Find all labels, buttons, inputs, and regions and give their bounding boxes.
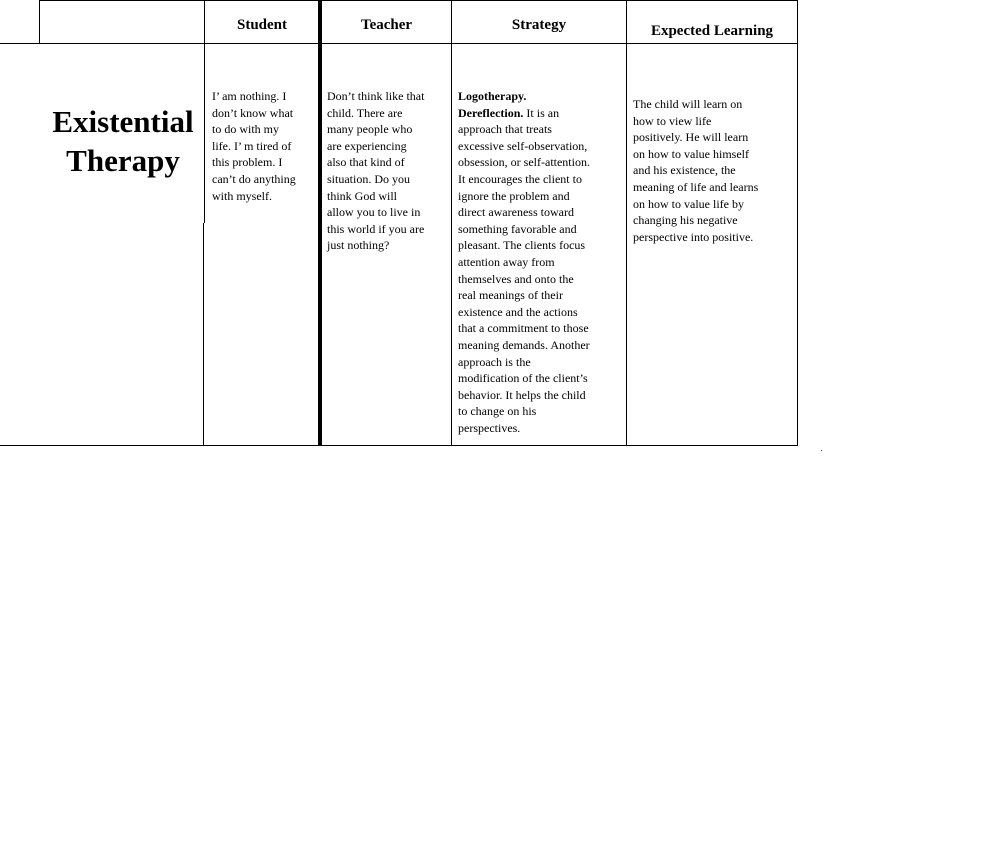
teacher-strategy-divider bbox=[451, 0, 452, 446]
table-right-border bbox=[797, 0, 798, 446]
student-teacher-divider bbox=[318, 0, 322, 446]
teacher-cell: Don’t think like that child. There are many people who are experiencing also that kind of situation. Do you think God will allow you to live in this world if you are just nothing? bbox=[327, 89, 425, 253]
table-bottom-border bbox=[0, 445, 798, 446]
stray-dot bbox=[821, 450, 822, 451]
header-student: Student bbox=[236, 17, 288, 33]
expected-learning-cell: The child will learn on how to view life positively. He will learn on how to value himself and his existence, the meaning of life and learns on how to value life by changing his negative perspective into positive. bbox=[633, 97, 759, 244]
header-teacher: Teacher bbox=[360, 17, 413, 33]
strategy-cell bbox=[458, 88, 625, 436]
header-bottom-border bbox=[0, 43, 798, 44]
strategy-lead-text: Logotherapy. Dereflection. bbox=[458, 89, 527, 120]
header-expected-learning: Expected Learning bbox=[650, 23, 774, 39]
header-strategy: Strategy bbox=[511, 17, 567, 33]
student-cell: I’ am nothing. I don’t know what to do with my life. I’ m tired of this problem. I can’t do anything with myself. bbox=[212, 89, 296, 203]
strategy-expected-divider bbox=[626, 0, 627, 446]
table-top-border bbox=[40, 0, 798, 1]
header-left-border bbox=[39, 0, 40, 43]
label-column-divider-lower bbox=[203, 223, 204, 446]
row-label-existential-therapy: Existential Therapy bbox=[52, 104, 194, 178]
strategy-body-text: It is an approach that treats excessive self-observation, obsession, or self-attention. It encourages the client to ignore the problem and direct awareness toward something favorable and pleasant. The clients focus attention away from themselves and onto the real meanings of their existence and the actions that a commitment to those meaning demands. Another approach is the modification of the client’s behavior. It helps the child to change on his perspectives. bbox=[458, 105, 590, 435]
